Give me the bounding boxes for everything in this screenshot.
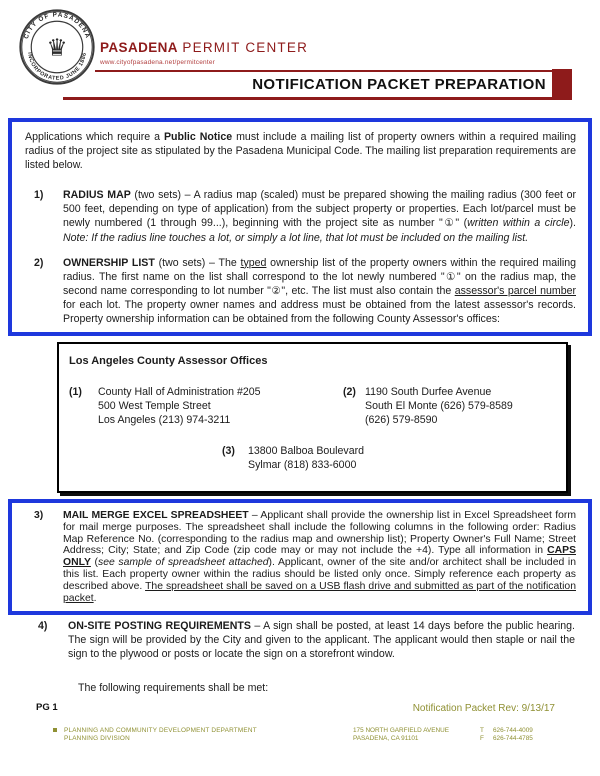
- following-requirements-line: The following requirements shall be met:: [78, 682, 269, 694]
- item-text: [63, 188, 576, 244]
- footer-phones: [480, 727, 533, 743]
- seal-top-text: CITY OF PASADENA: [22, 11, 92, 40]
- footer-phone-tel: [480, 727, 533, 735]
- brand-name: [100, 39, 308, 57]
- item-number: 4): [38, 620, 48, 632]
- footer-department: [64, 727, 257, 743]
- assessor-office-row: [69, 385, 556, 427]
- item-italic: written within a circle: [467, 217, 570, 230]
- tel-value: 626-744-4009: [493, 727, 533, 734]
- item-body: (two sets) – A radius map (scaled) must be prepared showing the mailing radius (300 feet or 500 feet, depending on type of application) from the subject property or properties. Each lot/parcel must be newly numbered (1 through 99...), beginning with the project site as number "①" (: [63, 189, 576, 230]
- footer-dept-line2: PLANNING DIVISION: [64, 735, 130, 742]
- assessor-office-2: [343, 385, 513, 427]
- page-number: PG 1: [36, 702, 58, 713]
- footer-address: [353, 727, 449, 743]
- intro-text: Applications which require a: [25, 131, 164, 143]
- assessor-box-title: Los Angeles County Assessor Offices: [69, 355, 268, 367]
- item-body: – A sign shall be posted, at least 14 days before the public hearing. The sign will be provided by the City and given to the applicant. The applicant would then staple or nail the sign to the plywood or posts or locate the sign on a storefront window.: [68, 620, 576, 661]
- item-underline-2: assessor's parcel number: [454, 284, 576, 297]
- item-text: [68, 619, 575, 661]
- item-body: (two sets) – The: [154, 256, 241, 269]
- assessor-office-3: [222, 444, 364, 472]
- list-item-onsite-posting: [25, 619, 575, 661]
- item-heading: OWNERSHIP LIST: [63, 256, 155, 269]
- office-address-line: South El Monte (626) 579-8589: [365, 400, 513, 412]
- office-address-line: 13800 Balboa Boulevard: [248, 445, 365, 457]
- tel-label: T: [480, 727, 484, 734]
- item-heading: RADIUS MAP: [63, 189, 131, 202]
- fax-label: F: [480, 735, 484, 742]
- office-address-line: Sylmar (818) 833-6000: [248, 459, 357, 471]
- item-heading: MAIL MERGE EXCEL SPREADSHEET: [63, 510, 249, 521]
- item-number: 2): [34, 256, 44, 269]
- item-caps-only: CAPS ONLY: [63, 545, 576, 569]
- notice-requirements-box: [8, 118, 592, 336]
- page-title: NOTIFICATION PACKET PREPARATION: [252, 76, 546, 93]
- pasadena-city-seal: [18, 8, 96, 86]
- brand-name-rest: PERMIT CENTER: [182, 40, 309, 55]
- mail-merge-box: [8, 499, 592, 615]
- fax-value: 626-744-4785: [493, 735, 533, 742]
- office-address: [365, 385, 513, 427]
- office-address-line: County Hall of Administration #205: [98, 386, 261, 398]
- brand-name-bold: PASADENA: [100, 40, 178, 55]
- header-rule-bottom: [63, 97, 553, 100]
- office-address-line: Los Angeles (213) 974-3211: [98, 414, 231, 426]
- bullet-square-icon: [53, 728, 57, 732]
- list-item-mail-merge: [25, 510, 576, 604]
- office-number: (3): [222, 445, 235, 457]
- item-body-end: for each lot. The property owner names and address must be obtained from the latest assessor's records. Property ownership information can be obtained from the following County Assessor's offices:: [63, 298, 576, 326]
- assessor-office-row-2: [69, 444, 556, 472]
- assessor-office-1: [69, 385, 343, 427]
- office-address: [248, 444, 364, 472]
- item-text: [63, 256, 576, 326]
- item-body-cont-2: ). Applicant, owner of the site and/or architect shall be included in this list. Each property owner within the radius should be listed only once. Simply reference each property as described above.: [63, 557, 576, 592]
- office-number: (2): [343, 386, 356, 398]
- item-note-italic: Note: If the radius line touches a lot, or simply a lot line, that lot must be included on the mailing list.: [63, 231, 529, 244]
- footer-address-line1: 175 NORTH GARFIELD AVENUE: [353, 727, 450, 734]
- footer-address-line2: PASADENA, CA 91101: [353, 735, 419, 742]
- item-body-cont: ).: [569, 217, 576, 230]
- item-number: 1): [34, 189, 44, 202]
- office-number: (1): [69, 386, 82, 398]
- list-item-radius-map: [25, 188, 576, 244]
- intro-bold-public-notice: Public Notice: [163, 131, 233, 143]
- item-body-cont: ownership list of the property owners within the required mailing radius. The first name on the list shall correspond to the lot newly numbered "①" on the radius map, the second name corresponding to lot number "②", etc. The list must also contain the: [63, 256, 576, 297]
- item-number: 3): [34, 510, 44, 521]
- crown-icon: ♛: [46, 34, 68, 61]
- seal-bottom-text: INCORPORATED JUNE 1886: [26, 51, 88, 82]
- title-accent-bar: [552, 69, 572, 100]
- footer-dept-line1: PLANNING AND COMMUNITY DEVELOPMENT DEPARTMENT: [64, 727, 257, 734]
- footer-phone-fax: [480, 735, 533, 743]
- item-body: – Applicant shall provide the ownership list in Excel Spreadsheet form for mail merge purposes. The spreadsheet shall include the following columns in the following order: Radius Map Reference No. (corresponding to the radius map and ownership list); Property Owner's Full Name; Street Address; City; State; and Zip Code (zip code may or may not include the +4). Type all information in: [63, 510, 576, 557]
- item-italic: see sample of spreadsheet attached: [98, 557, 269, 569]
- item-underline: typed: [240, 256, 267, 269]
- office-address-line: (626) 579-8590: [365, 414, 438, 426]
- header-rule-top: [95, 70, 572, 72]
- intro-paragraph: [25, 130, 576, 172]
- item-body-cont: (: [90, 557, 99, 569]
- office-address-line: 500 West Temple Street: [98, 400, 211, 412]
- list-item-ownership-list: [25, 256, 576, 326]
- revision-date: Notification Packet Rev: 9/13/17: [412, 703, 555, 714]
- office-address: [98, 385, 261, 427]
- item-text: [63, 510, 576, 604]
- item-underline: The spreadsheet shall be saved on a USB flash drive and submitted as part of the notification packet: [63, 580, 576, 604]
- assessor-offices-box: [57, 342, 568, 493]
- brand-url-link[interactable]: www.cityofpasadena.net/permitcenter: [100, 59, 216, 66]
- item-body-end: .: [93, 592, 97, 604]
- office-address-line: 1190 South Durfee Avenue: [365, 386, 492, 398]
- item-heading: ON-SITE POSTING REQUIREMENTS: [68, 620, 251, 632]
- brand-block: [100, 39, 308, 66]
- intro-text-cont: must include a mailing list of property owners within a required mailing radius of the project site as stipulated by the Pasadena Municipal Code. The mailing list preparation requirements are listed below.: [25, 131, 576, 172]
